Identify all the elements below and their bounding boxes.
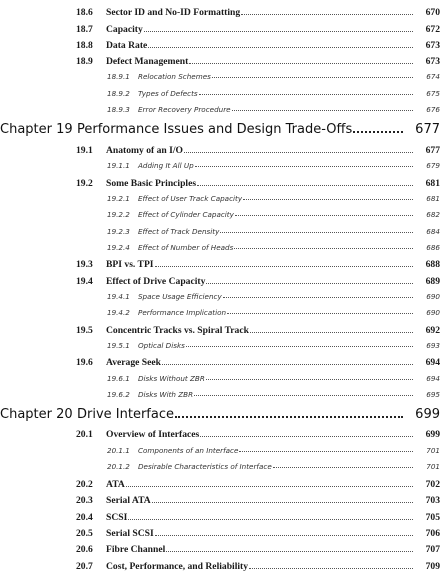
subsection-title: Effect of Track Density [138,227,220,236]
dot-leader [241,14,413,15]
dot-leader [195,166,413,167]
dot-leader [155,535,413,536]
page-number: 676 [426,105,440,114]
subsection-title: Desirable Characteristics of Interface [138,462,272,471]
section-title: SCSI [106,512,128,523]
subsection-entry[interactable] [0,243,446,252]
section-entry[interactable] [0,325,446,336]
section-number: 19.1 [76,145,93,156]
section-title: Some Basic Principles [106,178,197,189]
page-number: 681 [425,178,440,189]
section-number: 19.6 [76,357,93,368]
section-title: ATA [106,479,125,490]
subsection-entry[interactable] [0,161,446,170]
dot-leader [250,332,413,333]
page-number: 692 [425,325,440,336]
subsection-title: Effect of Number of Heads [138,243,234,252]
section-title: Serial SCSI [106,528,154,539]
dot-leader [249,568,413,569]
dot-leader [200,436,413,437]
page-number: 709 [425,561,440,572]
subsection-title: Effect of User Track Capacity [138,194,243,203]
page-number: 699 [415,407,440,422]
subsection-number: 19.5.1 [107,341,130,350]
page-number: 672 [425,24,440,35]
page-number: 686 [426,243,440,252]
section-entry[interactable] [0,528,446,539]
section-title: BPI vs. TPI [106,259,154,270]
page-number: 707 [425,544,440,555]
subsection-title: Relocation Schemes [138,72,211,81]
subsection-number: 18.9.3 [107,105,130,114]
section-number: 20.6 [76,544,93,555]
section-title: Overview of Interfaces [106,429,200,440]
page-number: 693 [426,341,440,350]
subsection-entry[interactable] [0,72,446,81]
subsection-entry[interactable] [0,89,446,98]
subsection-title: Types of Defects [138,89,198,98]
page-number: 690 [426,308,440,317]
chapter-number: Chapter 19 [0,122,73,137]
subsection-title: Space Usage Efficiency [138,292,222,301]
dot-leader [199,94,413,95]
dot-leader [184,152,413,153]
dot-leader [239,451,413,452]
subsection-number: 18.9.1 [107,72,130,81]
page-number: 701 [426,446,440,455]
dot-leader [243,199,413,200]
chapter-number: Chapter 20 [0,407,73,422]
dot-leader [235,215,413,216]
section-entry[interactable] [0,24,446,35]
section-number: 18.7 [76,24,93,35]
subsection-number: 19.6.1 [107,374,130,383]
section-entry[interactable] [0,429,446,440]
subsection-entry[interactable] [0,292,446,301]
subsection-number: 19.2.3 [107,227,130,236]
page-number: 673 [425,40,440,51]
section-number: 19.2 [76,178,93,189]
section-entry[interactable] [0,495,446,506]
subsection-title: Disks Without ZBR [138,374,205,383]
dot-leader [234,248,413,249]
section-number: 18.8 [76,40,93,51]
page-number: 690 [426,292,440,301]
chapter-entry[interactable] [0,122,446,137]
dot-leader [155,266,413,267]
section-entry[interactable] [0,479,446,490]
subsection-entry[interactable] [0,374,446,383]
page-number: 673 [425,56,440,67]
section-number: 18.6 [76,7,93,18]
section-entry[interactable] [0,40,446,51]
dot-leader [212,77,413,78]
page-number: 677 [415,122,440,137]
page-number: 670 [425,7,440,18]
dot-leader [197,185,413,186]
dot-leader [152,502,413,503]
section-number: 20.5 [76,528,93,539]
subsection-entry[interactable] [0,308,446,317]
dot-leader [353,131,403,133]
subsection-title: Error Recovery Procedure [138,105,231,114]
section-title: Defect Management [106,56,189,67]
dot-leader [189,63,413,64]
section-title: Anatomy of an I/O [106,145,184,156]
dot-leader [175,416,403,418]
subsection-title: Performance Implication [138,308,227,317]
dot-leader [223,297,413,298]
section-title: Data Rate [106,40,148,51]
section-entry[interactable] [0,357,446,368]
dot-leader [232,110,413,111]
section-number: 18.9 [76,56,93,67]
subsection-title: Components of an Interface [138,446,239,455]
subsection-title: Optical Disks [138,341,185,350]
dot-leader [227,313,413,314]
subsection-number: 19.4.2 [107,308,130,317]
subsection-number: 19.6.2 [107,390,130,399]
dot-leader [126,486,413,487]
page-number: 706 [425,528,440,539]
subsection-entry[interactable] [0,462,446,471]
section-title: Serial ATA [106,495,151,506]
subsection-entry[interactable] [0,194,446,203]
page-number: 681 [426,194,440,203]
subsection-entry[interactable] [0,227,446,236]
section-entry[interactable] [0,7,446,18]
page-number: 679 [426,161,440,170]
section-number: 20.1 [76,429,93,440]
subsection-entry[interactable] [0,390,446,399]
subsection-entry[interactable] [0,210,446,219]
section-entry[interactable] [0,512,446,523]
dot-leader [128,519,413,520]
page-number: 684 [426,227,440,236]
subsection-number: 19.1.1 [107,161,130,170]
subsection-number: 20.1.1 [107,446,130,455]
section-number: 19.4 [76,276,93,287]
subsection-entry[interactable] [0,341,446,350]
page-number: 682 [426,210,440,219]
subsection-number: 19.2.4 [107,243,130,252]
page-number: 695 [426,390,440,399]
section-entry[interactable] [0,259,446,270]
subsection-number: 20.1.2 [107,462,130,471]
subsection-entry[interactable] [0,105,446,114]
subsection-title: Effect of Cylinder Capacity [138,210,234,219]
section-title: Fibre Channel [106,544,166,555]
subsection-title: Disks With ZBR [138,390,194,399]
subsection-entry[interactable] [0,446,446,455]
section-entry[interactable] [0,178,446,189]
section-number: 19.5 [76,325,93,336]
dot-leader [194,395,413,396]
page-number: 701 [426,462,440,471]
dot-leader [186,346,413,347]
subsection-number: 19.2.1 [107,194,130,203]
dot-leader [206,379,413,380]
section-number: 20.7 [76,561,93,572]
section-entry[interactable] [0,276,446,287]
section-title: Average Seek [106,357,161,368]
section-entry[interactable] [0,145,446,156]
chapter-title: Drive Interface [77,407,174,422]
section-title: Sector ID and No-ID Formatting [106,7,241,18]
page-number: 705 [425,512,440,523]
page-number: 674 [426,72,440,81]
dot-leader [144,31,413,32]
section-entry[interactable] [0,56,446,67]
section-title: Concentric Tracks vs. Spiral Track [106,325,249,336]
dot-leader [166,551,413,552]
page-number: 694 [426,374,440,383]
subsection-number: 19.2.2 [107,210,130,219]
page-number: 689 [425,276,440,287]
chapter-entry[interactable] [0,407,446,422]
section-title: Effect of Drive Capacity [106,276,206,287]
section-title: Capacity [106,24,143,35]
dot-leader [162,364,413,365]
subsection-number: 18.9.2 [107,89,130,98]
page-number: 703 [425,495,440,506]
section-number: 20.3 [76,495,93,506]
dot-leader [206,283,413,284]
page-number: 702 [425,479,440,490]
dot-leader [148,47,413,48]
page-number: 688 [425,259,440,270]
section-number: 20.2 [76,479,93,490]
page-number: 677 [425,145,440,156]
subsection-number: 19.4.1 [107,292,130,301]
section-number: 20.4 [76,512,93,523]
section-title: Cost, Performance, and Reliability [106,561,249,572]
chapter-title: Performance Issues and Design Trade-Offs [77,122,353,137]
dot-leader [220,232,413,233]
section-entry[interactable] [0,561,446,572]
page-number: 694 [425,357,440,368]
page-number: 699 [425,429,440,440]
page-number: 675 [426,89,440,98]
subsection-title: Adding It All Up [138,161,194,170]
section-number: 19.3 [76,259,93,270]
dot-leader [273,467,413,468]
